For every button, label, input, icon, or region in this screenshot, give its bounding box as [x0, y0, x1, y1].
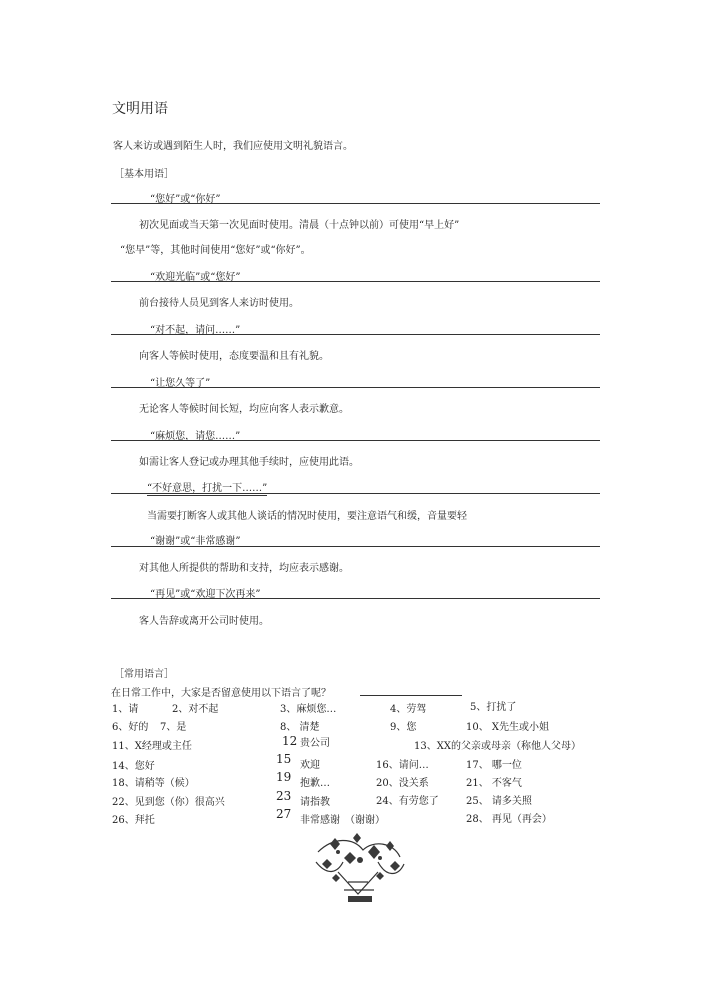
- common-item: 1、请: [112, 704, 139, 715]
- desc-sorry: 向客人等候时使用，态度要温和且有礼貌。: [139, 351, 329, 362]
- common-item: 8、 清楚: [280, 722, 320, 733]
- common-number: 19: [276, 770, 292, 784]
- common-number: 27: [276, 807, 292, 821]
- common-item: 16、请问…: [376, 760, 429, 771]
- phrase-hello: “您好”或“你好”: [150, 194, 221, 205]
- common-item: 20、没关系: [376, 778, 429, 789]
- common-item: 26、拜托: [112, 815, 155, 826]
- divider: [111, 203, 600, 204]
- phrase-waiting: “让您久等了”: [150, 378, 211, 389]
- desc-hello-2: “您早”等，其他时间使用“您好”或“你好”。: [120, 245, 311, 256]
- common-item: 2、对不起: [172, 704, 219, 715]
- divider: [111, 546, 600, 547]
- page-title: 文明用语: [112, 101, 168, 117]
- common-number: 15: [276, 752, 292, 766]
- blank-line: [360, 695, 462, 696]
- intro-text: 客人来访或遇到陌生人时，我们应使用文明礼貌语言。: [113, 141, 353, 152]
- desc-goodbye: 客人告辞或离开公司时使用。: [139, 616, 269, 627]
- divider: [111, 387, 600, 388]
- common-item: 24、有劳您了: [376, 796, 439, 807]
- divider: [111, 281, 600, 282]
- common-item: 13、XX的父亲或母亲（称他人父母）: [414, 741, 581, 752]
- desc-hello-1: 初次见面或当天第一次见面时使用。清晨（十点钟以前）可使用“早上好”: [139, 220, 460, 231]
- common-item: 18、请稍等（候）: [112, 778, 195, 789]
- desc-excuse: 当需要打断客人或其他人谈话的情况时使用，要注意语气和缓，音量要轻: [147, 511, 467, 522]
- common-item: 贵公司: [300, 738, 330, 749]
- common-item: 25、 请多关照: [466, 796, 532, 807]
- common-item: 6、好的: [112, 722, 149, 733]
- desc-welcome: 前台接待人员见到客人来访时使用。: [139, 298, 299, 309]
- common-item: 欢迎: [300, 760, 320, 771]
- common-section-header: ［常用语言］: [114, 669, 174, 680]
- common-item: 请指教: [300, 797, 330, 808]
- divider: [111, 598, 600, 599]
- phrase-goodbye: “再见”或“欢迎下次再来”: [150, 589, 261, 600]
- floral-decoration-icon: [308, 832, 410, 904]
- common-item: 10、 X先生或小姐: [466, 722, 550, 733]
- common-item: 21、 不客气: [466, 778, 522, 789]
- phrase-trouble: “麻烦您，请您……”: [150, 431, 241, 442]
- common-item: 3、麻烦您…: [280, 704, 337, 715]
- divider: [111, 334, 600, 335]
- common-item: 28、 再见（再会）: [466, 814, 552, 825]
- desc-thanks: 对其他人所提供的帮助和支持，均应表示感谢。: [139, 563, 349, 574]
- common-item: 14、您好: [112, 761, 155, 772]
- common-item: 抱歉…: [300, 778, 330, 789]
- divider: [111, 440, 600, 441]
- common-item: 非常感谢 （谢谢）: [300, 815, 385, 826]
- common-item: 11、X经理或主任: [112, 741, 192, 752]
- divider: [111, 493, 600, 494]
- common-number: 23: [276, 789, 292, 803]
- phrase-thanks: “谢谢”或“非常感谢”: [150, 536, 241, 547]
- common-item: 4、劳驾: [390, 704, 427, 715]
- phrase-excuse: “不好意思，打扰一下……”: [147, 479, 267, 496]
- common-item: 9、您: [390, 722, 417, 733]
- phrase-welcome: “欢迎光临”或“您好”: [150, 272, 241, 283]
- common-item: 7、是: [160, 722, 187, 733]
- common-item: 17、 哪一位: [466, 760, 522, 771]
- common-question: 在日常工作中，大家是否留意使用以下语言了呢？: [111, 688, 331, 699]
- phrase-sorry: “对不起，请问……”: [150, 325, 241, 336]
- common-number: 12: [282, 734, 298, 748]
- desc-waiting: 无论客人等候时间长短，均应向客人表示歉意。: [139, 404, 349, 415]
- desc-trouble: 如需让客人登记或办理其他手续时，应使用此语。: [139, 457, 359, 468]
- basic-section-header: ［基本用语］: [114, 169, 174, 180]
- common-item: 5、打扰了: [470, 702, 517, 713]
- common-item: 22、见到您（你）很高兴: [112, 797, 225, 808]
